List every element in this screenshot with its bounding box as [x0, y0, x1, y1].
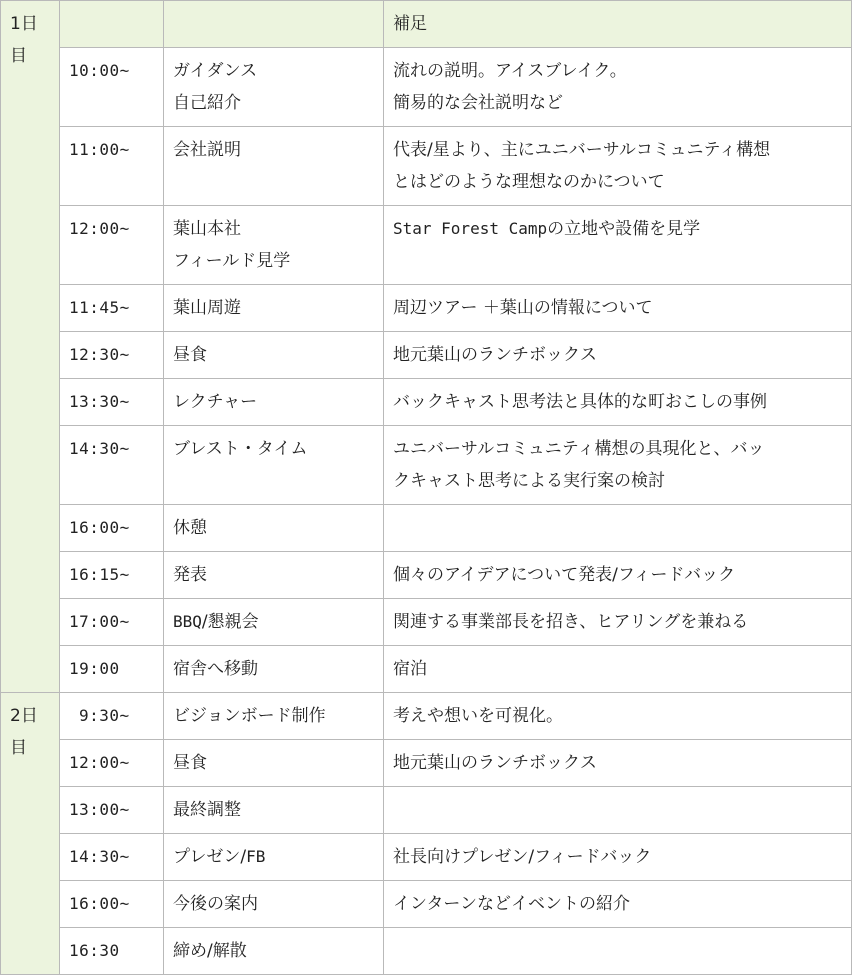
activity-cell: [164, 48, 384, 127]
note-cell: 地元葉山のランチボックス: [384, 332, 852, 379]
activity-line: 葉山本社: [173, 219, 241, 239]
note-cell: 地元葉山のランチボックス: [384, 740, 852, 787]
day1-label: 1日目: [1, 1, 60, 693]
note-venue: Star Forest Camp: [393, 219, 548, 238]
note-line: 代表/星より、主にユニバーサルコミュニティ構想: [393, 140, 771, 160]
activity-cell: ビジョンボード制作: [164, 693, 384, 740]
note-cell: [384, 505, 852, 552]
note-cell: 個々のアイデアについて発表/フィードバック: [384, 552, 852, 599]
note-cell: [384, 127, 852, 206]
note-line: ユニバーサルコミュニティ構想の具現化と、バッ: [393, 439, 765, 459]
activity-cell: 最終調整: [164, 787, 384, 834]
time-cell: 13:00~: [60, 787, 164, 834]
header-note: 補足: [384, 1, 852, 48]
activity-line: 自己紹介: [173, 93, 241, 113]
table-row: [1, 740, 852, 787]
time-cell: 16:30: [60, 928, 164, 975]
day2-label: 2日目: [1, 693, 60, 975]
note-cell: 考えや想いを可視化。: [384, 693, 852, 740]
table-row: [1, 881, 852, 928]
activity-cell: [164, 599, 384, 646]
note-cell: インターンなどイベントの紹介: [384, 881, 852, 928]
time-cell: 12:30~: [60, 332, 164, 379]
note-text: の立地や設備を見学: [547, 219, 701, 239]
note-cell: [384, 206, 852, 285]
note-line: 流れの説明。アイスブレイク。: [393, 61, 627, 81]
time-cell: 9:30~: [60, 693, 164, 740]
time-cell: 16:15~: [60, 552, 164, 599]
activity-text: /懇親会: [201, 612, 259, 632]
time-cell: 17:00~: [60, 599, 164, 646]
table-row: [1, 206, 852, 285]
note-cell: [384, 48, 852, 127]
activity-cell: [164, 834, 384, 881]
table-row: [1, 426, 852, 505]
table-row: [1, 332, 852, 379]
activity-cell: 会社説明: [164, 127, 384, 206]
table-row: [1, 928, 852, 975]
note-cell: 周辺ツアー ＋葉山の情報について: [384, 285, 852, 332]
time-cell: 12:00~: [60, 740, 164, 787]
activity-cell: ブレスト・タイム: [164, 426, 384, 505]
time-cell: 10:00~: [60, 48, 164, 127]
note-line: とはどのような理想なのかについて: [393, 172, 665, 192]
activity-cell: 昼食: [164, 740, 384, 787]
activity-text: プレゼン/: [173, 847, 247, 867]
activity-cell: 宿舎へ移動: [164, 646, 384, 693]
time-cell: 19:00: [60, 646, 164, 693]
table-row: [1, 599, 852, 646]
header-time: [60, 1, 164, 48]
activity-cell: 締め/解散: [164, 928, 384, 975]
note-cell: [384, 928, 852, 975]
table-row: [1, 646, 852, 693]
time-cell: 11:45~: [60, 285, 164, 332]
note-line: 簡易的な会社説明など: [393, 93, 563, 113]
table-row: [1, 552, 852, 599]
header-row: [1, 1, 852, 48]
activity-abbr: BBQ: [173, 612, 202, 631]
time-cell: 11:00~: [60, 127, 164, 206]
table-row: [1, 127, 852, 206]
note-cell: 関連する事業部長を招き、ヒアリングを兼ねる: [384, 599, 852, 646]
table-row: [1, 379, 852, 426]
activity-cell: [164, 206, 384, 285]
activity-cell: 昼食: [164, 332, 384, 379]
table-row: [1, 48, 852, 127]
time-cell: 14:30~: [60, 426, 164, 505]
note-cell: 社長向けプレゼン/フィードバック: [384, 834, 852, 881]
activity-cell: 葉山周遊: [164, 285, 384, 332]
header-activity: [164, 1, 384, 48]
note-cell: [384, 426, 852, 505]
activity-cell: 発表: [164, 552, 384, 599]
time-cell: 12:00~: [60, 206, 164, 285]
activity-abbr: FB: [246, 847, 266, 866]
table-row: [1, 505, 852, 552]
table-row: [1, 693, 852, 740]
table-row: [1, 285, 852, 332]
note-cell: バックキャスト思考法と具体的な町おこしの事例: [384, 379, 852, 426]
time-cell: 16:00~: [60, 505, 164, 552]
activity-line: ガイダンス: [173, 61, 258, 81]
table-row: [1, 834, 852, 881]
time-cell: 14:30~: [60, 834, 164, 881]
note-cell: 宿泊: [384, 646, 852, 693]
note-line: クキャスト思考による実行案の検討: [393, 471, 665, 491]
activity-cell: レクチャー: [164, 379, 384, 426]
time-cell: 16:00~: [60, 881, 164, 928]
activity-cell: 休憩: [164, 505, 384, 552]
note-cell: [384, 787, 852, 834]
table-row: [1, 787, 852, 834]
activity-line: フィールド見学: [173, 251, 291, 271]
time-cell: 13:30~: [60, 379, 164, 426]
activity-cell: 今後の案内: [164, 881, 384, 928]
